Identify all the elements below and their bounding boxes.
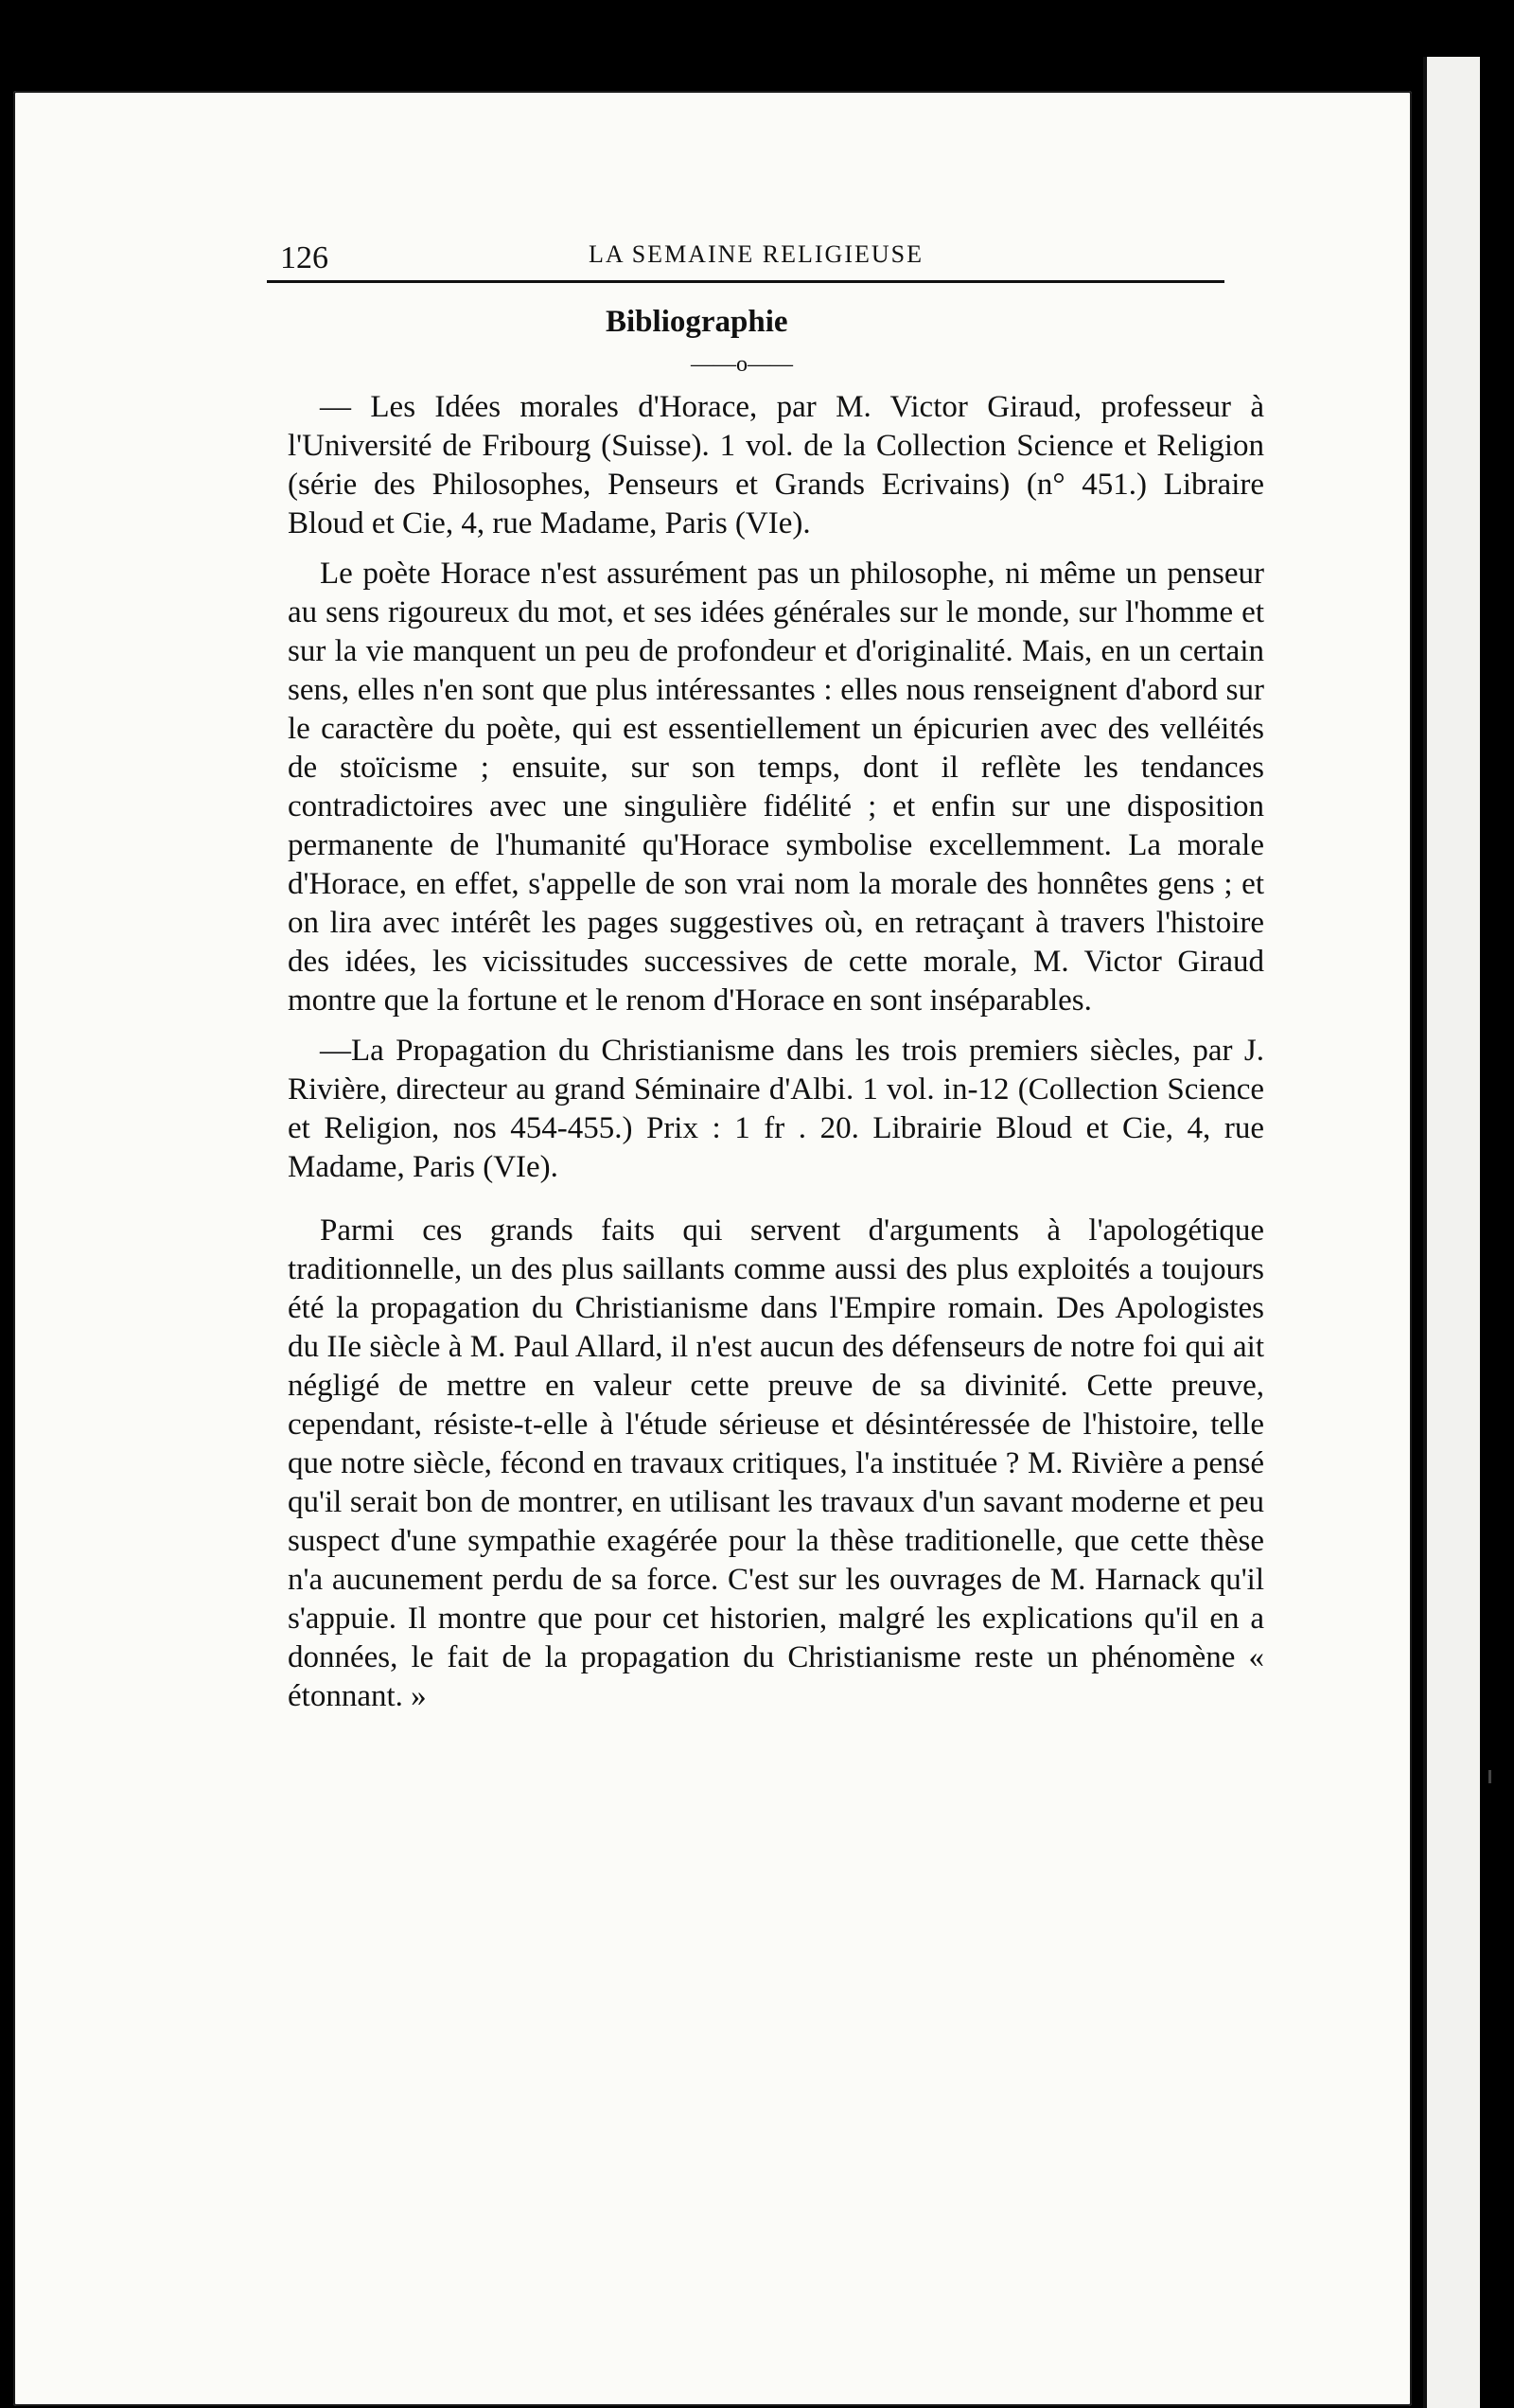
page-number: 126	[280, 240, 328, 275]
margin-mark	[1488, 1770, 1491, 1783]
page-header	[267, 223, 1224, 283]
entry-propagation-review: Parmi ces grands faits qui servent d'arguments à l'apologétique traditionnelle, un des plus saillants comme aussi des plus exploités a toujours été la propagation du Christianisme dans l'Empire romain. Des Apologistes du IIe siècle à M. Paul Allard, il n'est aucun des défenseurs de notre foi qui ait négligé de mettre en valeur cette preuve de sa divinité. Cette preuve, cependant, résiste-t-elle à l'étude sérieuse et désintéressée de l'histoire, telle que notre siècle, fécond en travaux critiques, l'a instituée ? M. Rivière a pensé qu'il serait bon de montrer, en utilisant les travaux d'un savant moderne et peu suspect d'une sympathie exagérée pour la thèse traditionelle, que cette thèse n'a aucunement perdu de sa force. C'est sur les ouvrages de M. Harnack qu'il s'appuie. Il montre que pour cet historien, malgré les explications qu'il en a données, le fait de la propagation du Christianisme reste un phénomène « étonnant. »	[288, 1213, 1264, 1713]
entry-horace-citation: — Les Idées morales d'Horace, par M. Victor Giraud, professeur à l'Université de Fribourg (Suisse). 1 vol. de la Collection Science et Religion (série des Philosophes, Penseurs et Grands Ecrivains) (n° 451.) Libraire Bloud et Cie, 4, rue Madame, Paris (VIe).	[288, 390, 1264, 540]
section-ornament: ——o——	[691, 352, 793, 377]
section-title: Bibliographie	[606, 305, 788, 339]
bibliography-text	[288, 388, 1264, 1727]
running-title: LA SEMAINE RELIGIEUSE	[589, 240, 924, 268]
entry-propagation-citation: —La Propagation du Christianisme dans les trois premiers siècles, par J. Rivière, directeur au grand Séminaire d'Albi. 1 vol. in-12 (Collection Science et Religion, nos 454-455.) Prix : 1 fr . 20. Librairie Bloud et Cie, 4, rue Madame, Paris (VIe).	[288, 1034, 1264, 1184]
adjacent-page-edge	[1423, 57, 1480, 2408]
entry-horace-review: Le poète Horace n'est assurément pas un philosophe, ni même un penseur au sens rigoureux du mot, et ses idées générales sur le monde, sur l'homme et sur la vie manquent un peu de profondeur et d'originalité. Mais, en un certain sens, elles n'en sont que plus intéressantes : elles nous renseignent d'abord sur le caractère du poète, qui est essentiellement un épicurien avec des velléités de stoïcisme ; ensuite, sur son temps, dont il reflète les tendances contradictoires avec une singulière fidélité ; et enfin sur une disposition permanente de l'humanité qu'Horace symbolise excellemment. La morale d'Horace, en effet, s'appelle de son vrai nom la morale des honnêtes gens ; et on lira avec intérêt les pages suggestives où, en retraçant à travers l'histoire des idées, les vicissitudes successives de cette morale, M. Victor Giraud montre que la fortune et le renom d'Horace en sont inséparables.	[288, 557, 1264, 1018]
